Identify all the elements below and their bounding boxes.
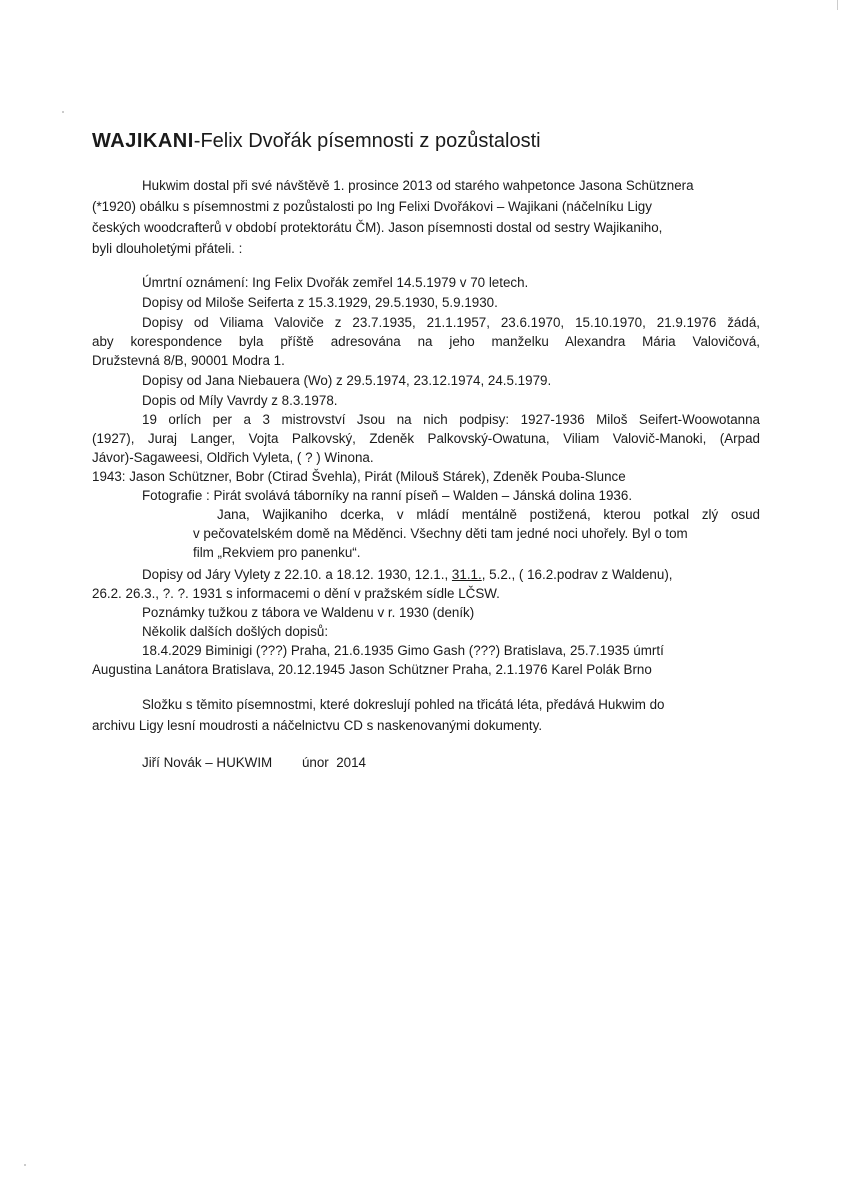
item-poznamky: Poznámky tužkou z tábora ve Waldenu v r. 1930 (deník)	[142, 605, 475, 620]
item-foto: Fotografie : Pirát svolává táborníky na ranní píseň – Walden – Jánská dolina 1936.	[142, 488, 633, 503]
intro-line-4: byli dlouholetými přáteli. :	[92, 241, 243, 256]
item-jana-3: film „Rekviem pro panenku“.	[193, 545, 361, 560]
item-seifert: Dopisy od Miloše Seiferta z 15.3.1929, 29.5.1930, 5.9.1930.	[142, 295, 498, 310]
item-per-2: (1927), Juraj Langer, Vojta Palkovský, Zdeněk Palkovský-Owatuna, Viliam Valovič-Manoki, (Arpad	[92, 431, 760, 446]
intro-line-1: Hukwim dostal při své návštěvě 1. prosince 2013 od starého wahpetonce Jasona Schütznera	[142, 178, 694, 193]
document-title	[92, 128, 541, 154]
scan-edge-mark	[837, 0, 838, 10]
item-niebauer: Dopisy od Jana Niebauera (Wo) z 29.5.1974, 23.12.1974, 24.5.1979.	[142, 373, 552, 388]
item-valovic-3: Družstevná 8/B, 90001 Modra 1.	[92, 353, 285, 368]
closing-line-2: archivu Ligy lesní moudrosti a náčelnictvu CD s naskenovanými dokumenty.	[92, 718, 543, 733]
title-rest: -Felix Dvořák písemnosti z pozůstalosti	[193, 130, 541, 152]
vyleta-text-b: , 5.2., ( 16.2.podrav z Waldenu),	[481, 567, 673, 582]
scan-speck	[62, 111, 64, 113]
item-vyleta-1	[142, 566, 673, 584]
item-valovic-2: aby korespondence byla příště adresována na jeho manželku Alexandra Mária Valovičová,	[92, 334, 760, 349]
vyleta-text-a: Dopisy od Járy Vylety z 22.10. a 18.12. 1930, 12.1.,	[142, 567, 452, 582]
item-vyleta-2: 26.2. 26.3., ?. ?. 1931 s informacemi o dění v pražském sídle LČSW.	[92, 586, 500, 601]
closing-line-1: Složku s těmito písemnostmi, které dokreslují pohled na třicátá léta, předává Hukwim do	[142, 697, 665, 712]
item-valovic-1: Dopisy od Viliama Valoviče z 23.7.1935, 21.1.1957, 23.6.1970, 15.10.1970, 21.9.1976 žádá,	[142, 315, 760, 330]
item-dalsi-1: 18.4.2029 Biminigi (???) Praha, 21.6.1935 Gimo Gash (???) Bratislava, 25.7.1935 úmrtí	[142, 643, 664, 658]
intro-line-2: (*1920) obálku s písemnostmi z pozůstalosti po Ing Felixi Dvořákovi – Wajikani (náčelníku Ligy	[92, 199, 652, 214]
item-jana-1: Jana, Wajikaniho dcerka, v mládí mentálně postižená, kterou potkal zlý osud	[217, 507, 760, 522]
item-jana-2: v pečovatelském domě na Měděnci. Všechny děti tam jedné noci uhořely. Byl o tom	[193, 526, 688, 541]
item-umrti: Úmrtní oznámení: Ing Felix Dvořák zemřel 14.5.1979 v 70 letech.	[142, 275, 529, 290]
item-nekolik: Několik dalších došlých dopisů:	[142, 624, 329, 639]
signature-line: Jiří Novák – HUKWIM únor 2014	[142, 755, 366, 770]
item-per-4: 1943: Jason Schützner, Bobr (Ctirad Švehla), Pirát (Milouš Stárek), Zdeněk Pouba-Slunce	[92, 469, 626, 484]
vyleta-underlined-date: 31.1.	[451, 567, 482, 582]
item-dalsi-2: Augustina Lanátora Bratislava, 20.12.1945 Jason Schützner Praha, 2.1.1976 Karel Polák Brno	[92, 662, 652, 677]
item-per-3: Jávor)-Sagaweesi, Oldřich Vyleta, ( ? ) Winona.	[92, 450, 374, 465]
scan-speck	[24, 1164, 26, 1166]
item-per-1: 19 orlích per a 3 mistrovství Jsou na nich podpisy: 1927-1936 Miloš Seifert-Woowotanna	[142, 412, 760, 427]
title-bold: WAJIKANI	[92, 130, 194, 152]
item-vavrda: Dopis od Míly Vavrdy z 8.3.1978.	[142, 393, 338, 408]
intro-line-3: českých woodcrafterů v období protektorátu ČM). Jason písemnosti dostal od sestry Wajikaniho,	[92, 220, 663, 235]
